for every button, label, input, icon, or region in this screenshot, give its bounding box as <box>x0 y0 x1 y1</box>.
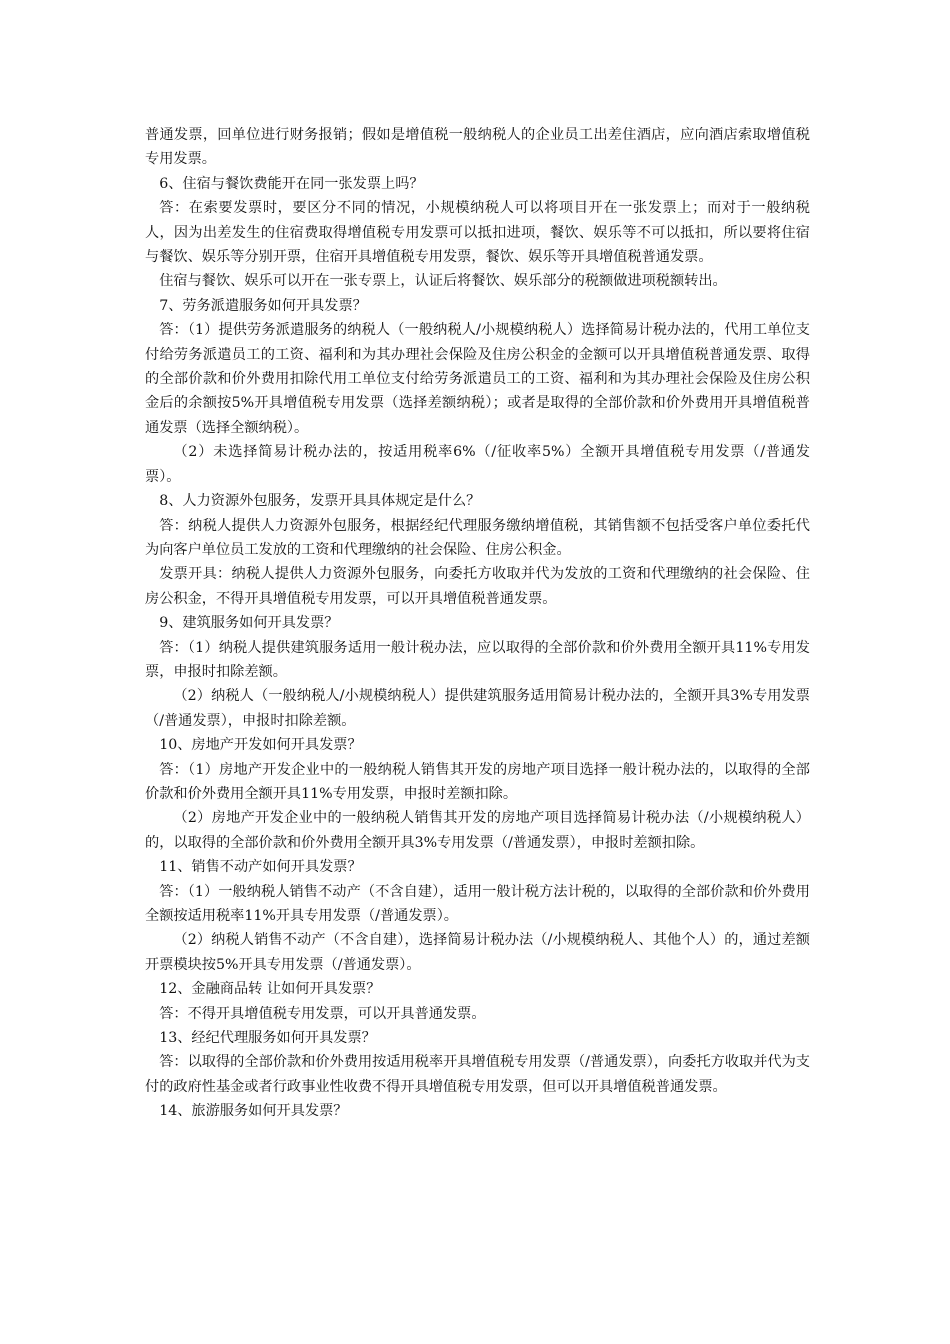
answer-paragraph: （2）纳税人销售不动产（不含自建），选择简易计税办法（/小规模纳税人、其他个人）的，通过差额开票模块按5%开具专用发票（/普通发票）。 <box>145 932 810 973</box>
paragraph: 发票开具：纳税人提供人力资源外包服务，向委托方收取并代为发放的工资和代理缴纳的社会保险、住房公积金，不得开具增值税专用发票，可以开具增值税普通发票。 <box>145 566 810 607</box>
answer-paragraph: 答：（1）提供劳务派遣服务的纳税人（一般纳税人/小规模纳税人）选择简易计税办法的，代用工单位支付给劳务派遣员工的工资、福利和为其办理社会保险及住房公积金的金额可以开具增值税普通发票、取得的全部价款和价外费用扣除代用工单位支付给劳务派遣员工的工资、福利和为其办理社会保险及住房公积金后的余额按5%开具增值税专用发票（选择差额纳税）；或者是取得的全部价款和价外费用开具增值税普通发票（选择全额纳税）。 <box>145 322 810 436</box>
question-heading: 14、旅游服务如何开具发票？ <box>159 1103 348 1120</box>
answer-paragraph: （2）未选择简易计税办法的，按适用税率6%（/征收率5%）全额开具增值税专用发票（/普通发票）。 <box>145 444 810 485</box>
question-heading: 6、住宿与餐饮费能开在同一张发票上吗？ <box>159 175 424 192</box>
question-heading: 13、经纪代理服务如何开具发票？ <box>159 1030 376 1047</box>
question-heading: 11、销售不动产如何开具发票？ <box>159 859 362 876</box>
answer-paragraph: （2）纳税人（一般纳税人/小规模纳税人）提供建筑服务适用简易计税办法的，全额开具3%专用发票（/普通发票），申报时扣除差额。 <box>145 688 810 729</box>
answer-paragraph: 答：纳税人提供人力资源外包服务，根据经纪代理服务缴纳增值税，其销售额不包括受客户单位委托代为向客户单位员工发放的工资和代理缴纳的社会保险、住房公积金。 <box>145 517 810 558</box>
answer-paragraph: 答：（1）房地产开发企业中的一般纳税人销售其开发的房地产项目选择一般计税办法的，以取得的全部价款和价外费用全额开具11%专用发票，申报时差额扣除。 <box>145 761 810 802</box>
paragraph: 普通发票，回单位进行财务报销；假如是增值税一般纳税人的企业员工出差住酒店，应向酒店索取增值税专用发票。 <box>145 127 810 168</box>
question-heading: 10、房地产开发如何开具发票？ <box>159 737 362 754</box>
question-heading: 7、劳务派遣服务如何开具发票？ <box>159 297 367 314</box>
answer-paragraph: 答：在索要发票时，要区分不同的情况，小规模纳税人可以将项目开在一张发票上；而对于一般纳税人，因为出差发生的住宿费取得增值税专用发票可以抵扣进项，餐饮、娱乐等不可以抵扣，所以要将住宿与餐饮、娱乐等分别开票，住宿开具增值税专用发票，餐饮、娱乐等开具增值税普通发票。 <box>145 200 810 266</box>
answer-paragraph: 答：（1）一般纳税人销售不动产（不含自建），适用一般计税方法计税的，以取得的全部价款和价外费用全额按适用税率11%开具专用发票（/普通发票）。 <box>145 883 810 924</box>
answer-paragraph: （2）房地产开发企业中的一般纳税人销售其开发的房地产项目选择简易计税办法（/小规模纳税人）的，以取得的全部价款和价外费用全额开具3%专用发票（/普通发票），申报时差额扣除。 <box>145 810 810 851</box>
answer-paragraph: 答：（1）纳税人提供建筑服务适用一般计税办法，应以取得的全部价款和价外费用全额开具11%专用发票，申报时扣除差额。 <box>145 639 810 680</box>
answer-paragraph: 答：不得开具增值税专用发票，可以开具普通发票。 <box>159 1005 486 1022</box>
question-heading: 9、建筑服务如何开具发票？ <box>159 615 339 632</box>
paragraph: 住宿与餐饮、娱乐可以开在一张专票上，认证后将餐饮、娱乐部分的税额做进项税额转出。 <box>159 273 727 290</box>
question-heading: 12、金融商品转 让如何开具发票？ <box>159 981 381 998</box>
document-body <box>145 123 810 1124</box>
answer-paragraph: 答：以取得的全部价款和价外费用按适用税率开具增值税专用发票（/普通发票），向委托方收取并代为支付的政府性基金或者行政事业性收费不得开具增值税专用发票，但可以开具增值税普通发票。 <box>145 1054 810 1095</box>
question-heading: 8、人力资源外包服务，发票开具具体规定是什么？ <box>159 493 481 510</box>
